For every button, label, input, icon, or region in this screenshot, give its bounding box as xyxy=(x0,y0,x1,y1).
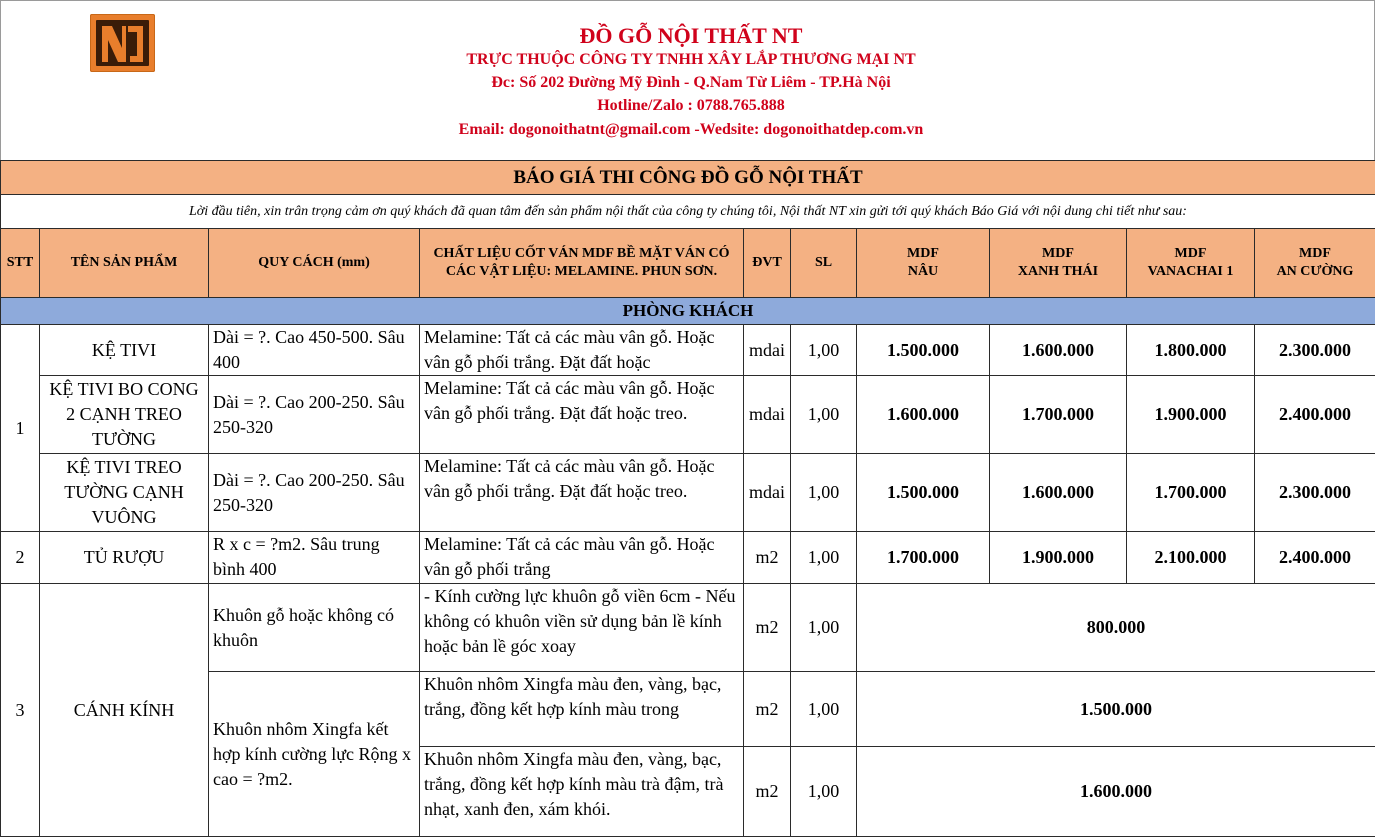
product-unit: m2 xyxy=(744,584,791,672)
price-mdf-an-cuong: 2.400.000 xyxy=(1255,532,1375,584)
quote-table xyxy=(0,160,1375,837)
col-mdf-vanachai: MDF VANACHAI 1 xyxy=(1127,229,1255,298)
product-name: KỆ TIVI xyxy=(40,325,209,376)
price-mdf-xanh-thai: 1.600.000 xyxy=(990,454,1127,532)
col-stt: STT xyxy=(1,229,40,298)
product-qty: 1,00 xyxy=(791,747,857,837)
price-mdf-xanh-thai: 1.900.000 xyxy=(990,532,1127,584)
row-stt: 1 xyxy=(1,325,40,532)
product-material: Melamine: Tất cả các màu vân gỗ. Hoặc vân gỗ phối trắng xyxy=(420,532,744,584)
product-name: KỆ TIVI TREO TƯỜNG CẠNH VUÔNG xyxy=(40,454,209,532)
title-row xyxy=(1,161,1375,195)
col-material: CHẤT LIỆU CỐT VÁN MDF BỀ MẶT VÁN CÓ CÁC VẬT LIỆU: MELAMINE. PHUN SƠN. xyxy=(420,229,744,298)
product-material: Khuôn nhôm Xingfa màu đen, vàng, bạc, trắng, đồng kết hợp kính màu trong xyxy=(420,672,744,747)
price-mdf-xanh-thai: 1.700.000 xyxy=(990,376,1127,454)
product-unit: m2 xyxy=(744,747,791,837)
intro-row xyxy=(1,195,1375,229)
row-stt: 3 xyxy=(1,584,40,837)
product-name: KỆ TIVI BO CONG 2 CẠNH TREO TƯỜNG xyxy=(40,376,209,454)
product-name: CÁNH KÍNH xyxy=(40,584,209,837)
product-spec: Dài = ?. Cao 200-250. Sâu 250-320 xyxy=(209,454,420,532)
section-row xyxy=(1,298,1375,325)
company-subtitle: TRỰC THUỘC CÔNG TY TNHH XÂY LẮP THƯƠNG MẠI NT xyxy=(301,51,1081,69)
product-qty: 1,00 xyxy=(791,532,857,584)
company-header xyxy=(0,0,1375,161)
col-spec: QUY CÁCH (mm) xyxy=(209,229,420,298)
quote-title: BÁO GIÁ THI CÔNG ĐỒ GỖ NỘI THẤT xyxy=(1,161,1375,195)
price-mdf-vanachai: 2.100.000 xyxy=(1127,532,1255,584)
product-material: Khuôn nhôm Xingfa màu đen, vàng, bạc, trắng, đồng kết hợp kính màu trà đậm, trà nhạt, xanh đen, xám khói. xyxy=(420,747,744,837)
price-mdf-nau: 1.500.000 xyxy=(857,454,990,532)
price-merged: 800.000 xyxy=(857,584,1375,672)
company-name: ĐỒ GỖ NỘI THẤT NT xyxy=(301,23,1081,49)
col-mdf-xanh-thai: MDF XANH THÁI xyxy=(990,229,1127,298)
company-email-website: Email: dogonoithatnt@gmail.com -Wedsite: dogonoithatdep.com.vn xyxy=(301,121,1081,139)
col-name: TÊN SẢN PHẨM xyxy=(40,229,209,298)
price-merged: 1.600.000 xyxy=(857,747,1375,837)
price-merged: 1.500.000 xyxy=(857,672,1375,747)
product-spec: R x c = ?m2. Sâu trung bình 400 xyxy=(209,532,420,584)
price-mdf-xanh-thai: 1.600.000 xyxy=(990,325,1127,376)
product-material: Melamine: Tất cả các màu vân gỗ. Hoặc vân gỗ phối trắng. Đặt đất hoặc treo. xyxy=(420,454,744,532)
col-qty: SL xyxy=(791,229,857,298)
table-row xyxy=(1,454,1375,532)
table-row xyxy=(1,584,1375,672)
price-mdf-vanachai: 1.800.000 xyxy=(1127,325,1255,376)
price-mdf-vanachai: 1.900.000 xyxy=(1127,376,1255,454)
col-unit: ĐVT xyxy=(744,229,791,298)
price-mdf-vanachai: 1.700.000 xyxy=(1127,454,1255,532)
col-mdf-nau: MDF NÂU xyxy=(857,229,990,298)
product-spec: Khuôn nhôm Xingfa kết hợp kính cường lực Rộng x cao = ?m2. xyxy=(209,672,420,837)
product-material: - Kính cường lực khuôn gỗ viền 6cm - Nếu không có khuôn viền sử dụng bản lề kính hoặc bản lề góc xoay xyxy=(420,584,744,672)
row-stt: 2 xyxy=(1,532,40,584)
product-spec: Khuôn gỗ hoặc không có khuôn xyxy=(209,584,420,672)
product-unit: m2 xyxy=(744,532,791,584)
product-qty: 1,00 xyxy=(791,672,857,747)
table-row xyxy=(1,532,1375,584)
product-qty: 1,00 xyxy=(791,584,857,672)
nt-logo-icon xyxy=(90,14,155,72)
column-header-row xyxy=(1,229,1375,298)
product-material: Melamine: Tất cả các màu vân gỗ. Hoặc vân gỗ phối trắng. Đặt đất hoặc xyxy=(420,325,744,376)
price-mdf-nau: 1.700.000 xyxy=(857,532,990,584)
product-unit: mdai xyxy=(744,325,791,376)
product-qty: 1,00 xyxy=(791,454,857,532)
product-qty: 1,00 xyxy=(791,376,857,454)
product-spec: Dài = ?. Cao 450-500. Sâu 400 xyxy=(209,325,420,376)
company-address: Đc: Số 202 Đường Mỹ Đình - Q.Nam Từ Liêm - TP.Hà Nội xyxy=(301,74,1081,92)
price-mdf-nau: 1.600.000 xyxy=(857,376,990,454)
table-row xyxy=(1,325,1375,376)
col-mdf-an-cuong: MDF AN CƯỜNG xyxy=(1255,229,1375,298)
product-name: TỦ RƯỢU xyxy=(40,532,209,584)
product-qty: 1,00 xyxy=(791,325,857,376)
price-mdf-nau: 1.500.000 xyxy=(857,325,990,376)
price-mdf-an-cuong: 2.300.000 xyxy=(1255,325,1375,376)
product-material: Melamine: Tất cả các màu vân gỗ. Hoặc vân gỗ phối trắng. Đặt đất hoặc treo. xyxy=(420,376,744,454)
product-unit: m2 xyxy=(744,672,791,747)
product-unit: mdai xyxy=(744,376,791,454)
price-mdf-an-cuong: 2.300.000 xyxy=(1255,454,1375,532)
table-row xyxy=(1,376,1375,454)
price-mdf-an-cuong: 2.400.000 xyxy=(1255,376,1375,454)
product-unit: mdai xyxy=(744,454,791,532)
product-spec: Dài = ?. Cao 200-250. Sâu 250-320 xyxy=(209,376,420,454)
section-title: PHÒNG KHÁCH xyxy=(1,298,1375,325)
company-hotline: Hotline/Zalo : 0788.765.888 xyxy=(301,97,1081,115)
quote-intro: Lời đầu tiên, xin trân trọng cảm ơn quý khách đã quan tâm đến sản phẩm nội thất của công ty chúng tôi, Nội thất NT xin gửi tới quý khách Báo Giá với nội dung chi tiết như sau: xyxy=(1,195,1375,229)
